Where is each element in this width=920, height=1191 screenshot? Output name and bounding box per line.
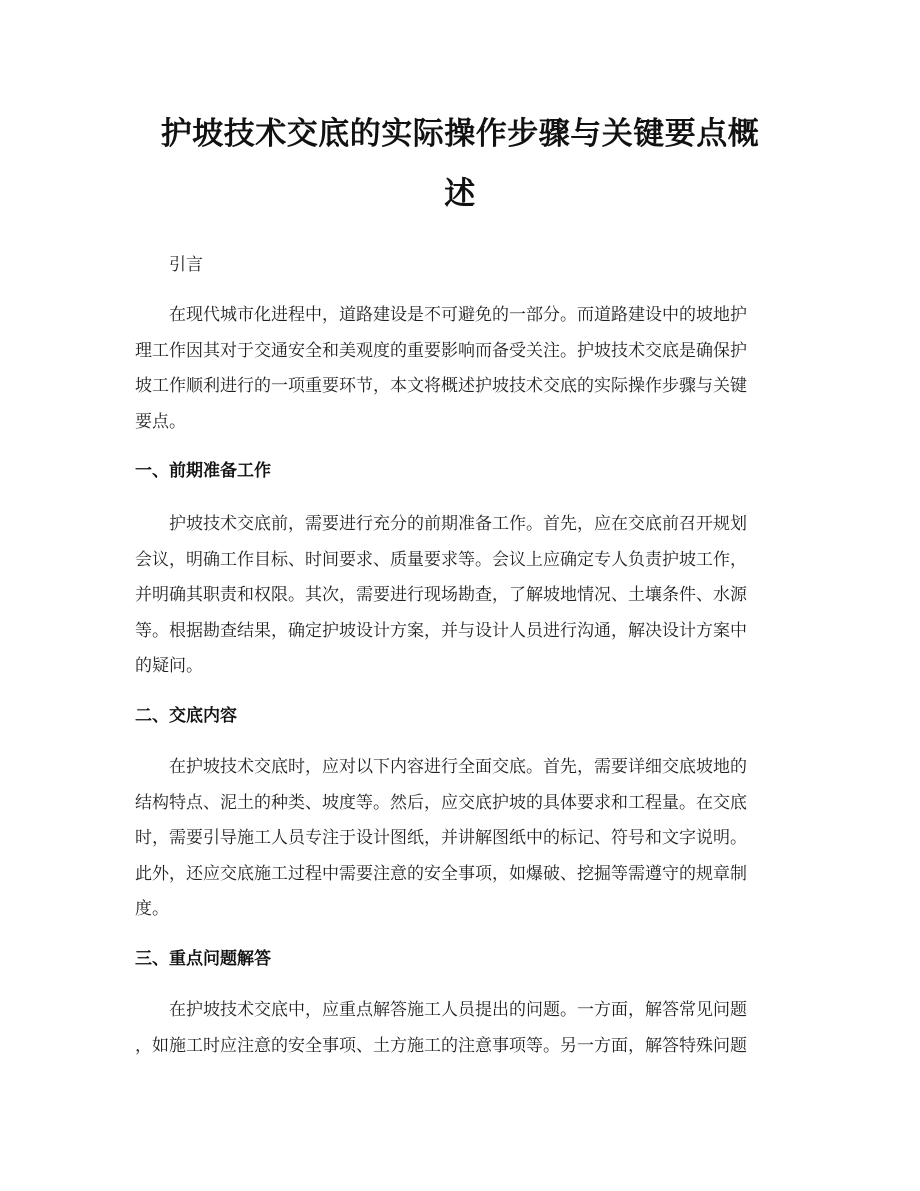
section-2-line: 在护坡技术交底时，应对以下内容进行全面交底。首先，需要详细交底坡地的 bbox=[169, 757, 747, 777]
document-title bbox=[120, 104, 800, 224]
section-2-line: 此外，还应交底施工过程中需要注意的安全事项，如爆破、挖掘等需遵守的规章制 bbox=[135, 863, 747, 884]
intro-line: 在现代城市化进程中，道路建设是不可避免的一部分。而道路建设中的坡地护 bbox=[169, 305, 747, 325]
section-1-paragraph bbox=[135, 507, 787, 685]
section-2-line: 结构特点、泥土的种类、坡度等。然后，应交底护坡的具体要求和工程量。在交底 bbox=[135, 792, 747, 813]
section-3-line: ，如施工时应注意的安全事项、土方施工的注意事项等。另一方面，解答特殊问题 bbox=[135, 1035, 747, 1056]
section-3-heading: 三、重点问题解答 bbox=[135, 949, 271, 969]
title-line-1: 护坡技术交底的实际操作步骤与关键要点概 bbox=[160, 116, 760, 152]
title-line-2: 述 bbox=[444, 176, 476, 212]
section-1-line: 并明确其职责和权限。其次，需要进行现场勘查，了解坡地情况、土壤条件、水源 bbox=[135, 585, 747, 605]
intro-line: 坡工作顺利进行的一项重要环节，本文将概述护坡技术交底的实际操作步骤与关键 bbox=[135, 376, 747, 396]
section-1-heading: 一、前期准备工作 bbox=[135, 461, 271, 481]
intro-paragraph bbox=[135, 298, 787, 440]
section-2-line: 时，需要引导施工人员专注于设计图纸，并讲解图纸中的标记、符号和文字说明。 bbox=[135, 828, 747, 848]
section-2-line: 度。 bbox=[135, 899, 169, 919]
section-1-line: 会议，明确工作目标、时间要求、质量要求等。会议上应确定专人负责护坡工作， bbox=[135, 549, 747, 570]
section-3-line: 在护坡技术交底中，应重点解答施工人员提出的问题。一方面，解答常见问题 bbox=[169, 1000, 747, 1020]
section-2-heading: 二、交底内容 bbox=[135, 706, 237, 726]
section-1-line: 护坡技术交底前，需要进行充分的前期准备工作。首先，应在交底前召开规划 bbox=[169, 514, 747, 534]
section-1-line: 等。根据勘查结果，确定护坡设计方案，并与设计人员进行沟通，解决设计方案中 bbox=[135, 620, 747, 641]
section-1-line: 的疑问。 bbox=[135, 656, 203, 676]
intro-line: 理工作因其对于交通安全和美观度的重要影响而备受关注。护坡技术交底是确保护 bbox=[135, 340, 747, 361]
intro-line: 要点。 bbox=[135, 411, 186, 432]
section-2-paragraph bbox=[135, 750, 787, 928]
intro-label: 引言 bbox=[169, 255, 203, 275]
section-3-paragraph bbox=[135, 993, 787, 1064]
